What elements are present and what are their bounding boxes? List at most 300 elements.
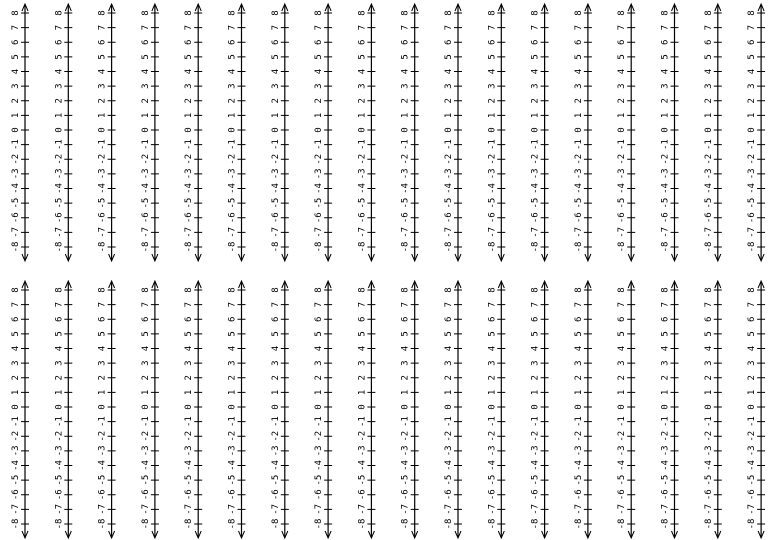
tick-label: -7	[530, 226, 541, 238]
tick-label: 8	[227, 287, 238, 293]
number-line-row-1	[11, 4, 765, 261]
tick-label: -2	[487, 430, 498, 442]
tick-label: 2	[747, 98, 758, 104]
tick-label: 5	[530, 54, 541, 60]
tick-label: -7	[444, 226, 454, 238]
tick-label: -4	[487, 183, 498, 194]
tick-label: 8	[184, 287, 195, 293]
tick-label: 7	[444, 301, 454, 308]
tick-label: 0	[357, 127, 368, 133]
tick-label: 8	[54, 287, 65, 293]
tick-label: 7	[184, 301, 195, 308]
tick-label: 0	[11, 127, 21, 133]
tick-label: 1	[573, 389, 584, 396]
tick-label: 2	[573, 375, 584, 381]
tick-label: -6	[444, 212, 454, 224]
tick-label: -5	[184, 474, 195, 486]
tick-label: 5	[227, 54, 238, 60]
tick-label: -1	[703, 139, 714, 151]
tick-label: -2	[97, 153, 108, 165]
tick-label: 7	[184, 24, 195, 31]
tick-label: 3	[487, 83, 498, 89]
tick-label: 0	[314, 404, 325, 410]
tick-label: 0	[270, 404, 281, 410]
tick-label: 2	[227, 98, 238, 104]
tick-label: -1	[400, 416, 411, 428]
tick-label: -5	[357, 197, 368, 209]
tick-label: -3	[11, 168, 21, 180]
tick-label: -7	[54, 226, 65, 238]
tick-label: 3	[11, 83, 21, 89]
tick-label: -4	[747, 460, 758, 471]
tick-label: 3	[97, 83, 108, 89]
tick-label: 8	[97, 10, 108, 16]
tick-label: -6	[227, 489, 238, 501]
tick-label: 3	[270, 360, 281, 366]
tick-label: -7	[184, 503, 195, 515]
tick-label: 8	[703, 10, 714, 16]
tick-label: -8	[357, 518, 368, 530]
tick-label: 8	[573, 287, 584, 293]
tick-label: -1	[97, 416, 108, 428]
tick-label: 4	[660, 345, 671, 352]
tick-label: 6	[184, 39, 195, 45]
tick-label: 5	[660, 331, 671, 337]
tick-label: 2	[314, 98, 325, 104]
tick-label: -3	[270, 168, 281, 180]
tick-label: -8	[444, 518, 454, 530]
tick-label: 3	[357, 360, 368, 366]
tick-label: 7	[617, 301, 628, 308]
tick-label: -4	[444, 460, 454, 471]
tick-label: 7	[400, 301, 411, 308]
tick-label: 5	[184, 331, 195, 337]
tick-label: 3	[357, 83, 368, 89]
tick-label: 2	[400, 375, 411, 381]
tick-label: 7	[97, 301, 108, 308]
tick-label: 6	[747, 39, 758, 45]
tick-label: 4	[357, 345, 368, 352]
tick-label: 4	[54, 68, 65, 75]
tick-label: 2	[270, 98, 281, 104]
tick-label: -1	[270, 139, 281, 151]
tick-label: -7	[11, 226, 21, 238]
tick-label: -3	[184, 168, 195, 180]
tick-label: 8	[270, 10, 281, 16]
tick-label: 3	[140, 360, 151, 366]
tick-label: 8	[140, 10, 151, 16]
tick-label: -5	[530, 474, 541, 486]
tick-label: 0	[660, 404, 671, 410]
tick-label: -4	[184, 183, 195, 194]
tick-label: 1	[97, 389, 108, 396]
tick-label: 5	[747, 331, 758, 337]
tick-label: -8	[530, 241, 541, 253]
tick-label: -7	[97, 226, 108, 238]
tick-label: 1	[227, 112, 238, 119]
tick-label: 1	[11, 112, 21, 119]
tick-label: 8	[660, 287, 671, 293]
tick-label: -4	[184, 460, 195, 471]
tick-label: 7	[573, 301, 584, 308]
tick-label: -5	[660, 474, 671, 486]
tick-label: 8	[530, 287, 541, 293]
tick-label: -5	[11, 474, 21, 486]
number-line	[444, 4, 462, 261]
tick-label: -3	[400, 168, 411, 180]
tick-label: -4	[270, 460, 281, 471]
tick-label: -1	[227, 139, 238, 151]
tick-label: 6	[530, 39, 541, 45]
tick-label: 6	[97, 39, 108, 45]
tick-label: -3	[270, 445, 281, 457]
tick-label: -1	[314, 416, 325, 428]
tick-label: 2	[227, 375, 238, 381]
tick-label: -6	[444, 489, 454, 501]
tick-label: 6	[530, 316, 541, 322]
tick-label: -6	[314, 212, 325, 224]
tick-label: 6	[573, 39, 584, 45]
tick-label: 4	[617, 68, 628, 75]
tick-label: -4	[573, 460, 584, 471]
tick-label: -2	[660, 430, 671, 442]
tick-label: -5	[573, 474, 584, 486]
tick-label: 1	[54, 389, 65, 396]
tick-label: 4	[487, 345, 498, 352]
number-line	[401, 281, 419, 538]
tick-label: -8	[227, 241, 238, 253]
tick-label: 0	[487, 127, 498, 133]
tick-label: 0	[400, 404, 411, 410]
tick-label: -3	[487, 445, 498, 457]
tick-label: -5	[54, 474, 65, 486]
tick-label: -8	[703, 518, 714, 530]
tick-label: 5	[140, 54, 151, 60]
tick-label: -3	[357, 168, 368, 180]
tick-label: -3	[54, 168, 65, 180]
tick-label: -8	[444, 241, 454, 253]
tick-label: 0	[227, 404, 238, 410]
tick-label: -2	[314, 153, 325, 165]
tick-label: -6	[54, 489, 65, 501]
tick-label: -7	[573, 503, 584, 515]
tick-label: -1	[747, 416, 758, 428]
tick-label: -8	[314, 241, 325, 253]
tick-label: -6	[487, 212, 498, 224]
tick-label: 1	[11, 389, 21, 396]
tick-label: 0	[617, 404, 628, 410]
tick-label: -5	[314, 197, 325, 209]
tick-label: -1	[97, 139, 108, 151]
tick-label: 2	[400, 98, 411, 104]
tick-label: 8	[400, 287, 411, 293]
tick-label: -3	[184, 445, 195, 457]
tick-label: -1	[184, 139, 195, 151]
tick-label: -1	[314, 139, 325, 151]
tick-label: -5	[400, 474, 411, 486]
tick-label: 3	[444, 83, 454, 89]
tick-label: -7	[573, 226, 584, 238]
tick-label: -6	[747, 489, 758, 501]
tick-label: 7	[660, 24, 671, 31]
tick-label: -3	[11, 445, 21, 457]
tick-label: -6	[97, 212, 108, 224]
tick-label: 5	[530, 331, 541, 337]
tick-label: 8	[747, 287, 758, 293]
tick-label: 3	[400, 83, 411, 89]
number-line	[98, 281, 116, 538]
tick-label: -8	[617, 518, 628, 530]
tick-label: -5	[184, 197, 195, 209]
tick-label: -6	[703, 212, 714, 224]
tick-label: 8	[357, 10, 368, 16]
tick-label: 8	[487, 287, 498, 293]
tick-label: 1	[703, 112, 714, 119]
tick-label: 5	[314, 54, 325, 60]
tick-label: 6	[573, 316, 584, 322]
tick-label: 0	[660, 127, 671, 133]
tick-label: -5	[97, 197, 108, 209]
tick-label: 2	[97, 375, 108, 381]
tick-label: 1	[747, 112, 758, 119]
tick-label: 6	[444, 39, 454, 45]
tick-label: -5	[444, 197, 454, 209]
tick-label: 5	[227, 331, 238, 337]
tick-label: -2	[227, 153, 238, 165]
tick-label: 8	[573, 10, 584, 16]
tick-label: -3	[400, 445, 411, 457]
tick-label: 6	[140, 316, 151, 322]
tick-label: -6	[11, 212, 21, 224]
tick-label: 1	[444, 389, 454, 396]
tick-label: 6	[11, 39, 21, 45]
tick-label: 5	[703, 331, 714, 337]
tick-label: -4	[530, 183, 541, 194]
tick-label: -8	[357, 241, 368, 253]
number-line	[661, 4, 679, 261]
tick-label: 3	[140, 83, 151, 89]
tick-label: -1	[444, 139, 454, 151]
tick-label: 1	[747, 389, 758, 396]
tick-label: -4	[703, 183, 714, 194]
tick-label: -8	[573, 518, 584, 530]
number-line	[357, 4, 375, 261]
tick-label: 4	[573, 345, 584, 352]
tick-label: -7	[270, 503, 281, 515]
tick-label: 2	[703, 375, 714, 381]
tick-label: -3	[314, 445, 325, 457]
tick-label: -6	[140, 489, 151, 501]
tick-label: 5	[11, 331, 21, 337]
tick-label: -3	[573, 445, 584, 457]
tick-label: 4	[227, 68, 238, 75]
tick-label: 2	[617, 98, 628, 104]
tick-label: 3	[530, 83, 541, 89]
tick-label: -8	[54, 518, 65, 530]
tick-label: -4	[54, 183, 65, 194]
tick-label: -4	[314, 183, 325, 194]
tick-label: 1	[530, 389, 541, 396]
tick-label: -4	[227, 183, 238, 194]
tick-label: -4	[140, 460, 151, 471]
tick-label: 0	[140, 127, 151, 133]
tick-label: 3	[11, 360, 21, 366]
tick-label: 1	[660, 389, 671, 396]
number-line	[54, 281, 72, 538]
tick-label: -1	[140, 139, 151, 151]
tick-label: -2	[573, 153, 584, 165]
number-line	[747, 4, 765, 261]
tick-label: -1	[617, 139, 628, 151]
tick-label: -4	[97, 460, 108, 471]
tick-label: 2	[184, 375, 195, 381]
tick-label: 6	[227, 39, 238, 45]
tick-label: 4	[270, 68, 281, 75]
tick-label: -3	[747, 445, 758, 457]
tick-label: 4	[184, 68, 195, 75]
tick-label: -5	[573, 197, 584, 209]
tick-label: -1	[140, 416, 151, 428]
tick-label: 1	[184, 112, 195, 119]
tick-label: 4	[227, 345, 238, 352]
tick-label: 3	[703, 360, 714, 366]
tick-label: 3	[184, 360, 195, 366]
tick-label: 8	[444, 10, 454, 16]
tick-label: 7	[314, 24, 325, 31]
tick-label: 0	[11, 404, 21, 410]
tick-label: 0	[357, 404, 368, 410]
tick-label: 4	[357, 68, 368, 75]
tick-label: -7	[660, 226, 671, 238]
tick-label: -8	[747, 518, 758, 530]
tick-label: 2	[11, 375, 21, 381]
tick-label: -3	[357, 445, 368, 457]
tick-label: 3	[617, 83, 628, 89]
tick-label: -1	[270, 416, 281, 428]
tick-label: -3	[97, 445, 108, 457]
tick-label: 0	[573, 404, 584, 410]
number-line	[444, 281, 462, 538]
tick-label: 5	[400, 331, 411, 337]
tick-label: -1	[487, 139, 498, 151]
tick-label: -6	[357, 489, 368, 501]
tick-label: -1	[617, 416, 628, 428]
tick-label: 6	[184, 316, 195, 322]
tick-label: 8	[227, 10, 238, 16]
tick-label: -7	[97, 503, 108, 515]
tick-label: -3	[747, 168, 758, 180]
tick-label: 8	[747, 10, 758, 16]
tick-label: -7	[227, 226, 238, 238]
tick-label: -2	[703, 153, 714, 165]
tick-label: 5	[617, 331, 628, 337]
tick-label: 0	[140, 404, 151, 410]
tick-label: -6	[617, 212, 628, 224]
tick-label: 1	[54, 112, 65, 119]
tick-label: 6	[11, 316, 21, 322]
tick-label: -2	[54, 430, 65, 442]
tick-label: -1	[357, 139, 368, 151]
tick-label: 2	[444, 375, 454, 381]
tick-label: 0	[487, 404, 498, 410]
tick-label: -8	[400, 518, 411, 530]
tick-label: 7	[530, 24, 541, 31]
tick-label: 4	[140, 345, 151, 352]
tick-label: 1	[140, 389, 151, 396]
tick-label: -2	[11, 153, 21, 165]
tick-label: -7	[140, 503, 151, 515]
tick-label: 1	[703, 389, 714, 396]
tick-label: -6	[270, 489, 281, 501]
tick-label: 0	[573, 127, 584, 133]
tick-label: 0	[444, 127, 454, 133]
tick-label: 4	[140, 68, 151, 75]
number-line	[704, 281, 722, 538]
tick-label: 4	[184, 345, 195, 352]
tick-label: -7	[314, 226, 325, 238]
number-line-row-2	[11, 281, 765, 538]
tick-label: -4	[617, 460, 628, 471]
number-line	[401, 4, 419, 261]
tick-label: 2	[617, 375, 628, 381]
tick-label: 3	[660, 83, 671, 89]
tick-label: -5	[270, 474, 281, 486]
tick-label: 0	[54, 404, 65, 410]
tick-label: -3	[444, 445, 454, 457]
tick-label: 0	[444, 404, 454, 410]
tick-label: 0	[530, 404, 541, 410]
tick-label: 3	[747, 360, 758, 366]
tick-label: 7	[11, 24, 21, 31]
tick-label: -6	[184, 212, 195, 224]
tick-label: -3	[227, 168, 238, 180]
tick-label: 5	[97, 54, 108, 60]
tick-label: -8	[270, 241, 281, 253]
tick-label: 5	[487, 54, 498, 60]
tick-label: -5	[444, 474, 454, 486]
tick-label: -3	[227, 445, 238, 457]
tick-label: -2	[617, 430, 628, 442]
tick-label: 6	[97, 316, 108, 322]
number-line	[531, 4, 549, 261]
tick-label: -8	[314, 518, 325, 530]
tick-label: -6	[747, 212, 758, 224]
tick-label: -5	[97, 474, 108, 486]
tick-label: -5	[140, 197, 151, 209]
tick-label: -2	[97, 430, 108, 442]
tick-label: -1	[11, 139, 21, 151]
tick-label: -7	[747, 503, 758, 515]
tick-label: -6	[54, 212, 65, 224]
tick-label: -2	[314, 430, 325, 442]
tick-label: 1	[184, 389, 195, 396]
tick-label: 6	[54, 39, 65, 45]
tick-label: 4	[444, 68, 454, 75]
tick-label: 7	[140, 301, 151, 308]
tick-label: -2	[54, 153, 65, 165]
tick-label: 3	[573, 83, 584, 89]
tick-label: -3	[703, 445, 714, 457]
number-line	[314, 4, 332, 261]
tick-label: 8	[660, 10, 671, 16]
tick-label: -2	[660, 153, 671, 165]
tick-label: -3	[617, 168, 628, 180]
tick-label: -1	[11, 416, 21, 428]
tick-label: -4	[11, 183, 21, 194]
tick-label: 7	[747, 301, 758, 308]
tick-label: -5	[227, 197, 238, 209]
tick-label: 1	[487, 389, 498, 396]
